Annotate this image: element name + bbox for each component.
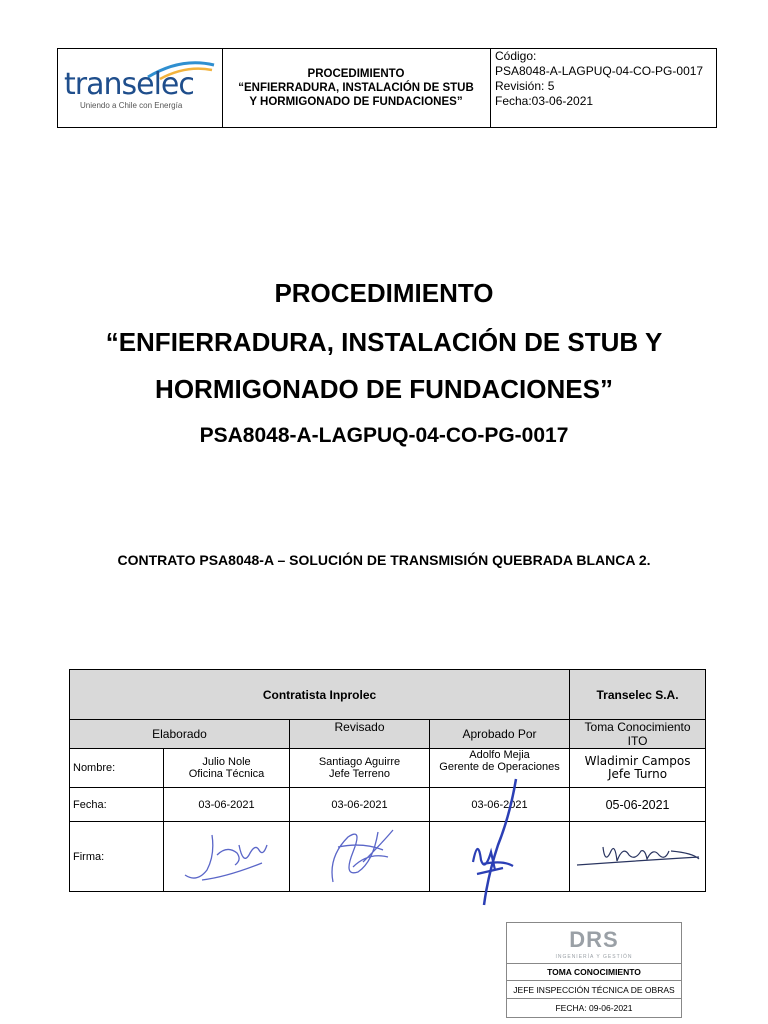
- elaborado-signature-image: [167, 825, 285, 885]
- client-header: Transelec S.A.: [570, 670, 706, 720]
- elaborado-role: Oficina Técnica: [188, 768, 265, 780]
- document-header: [57, 48, 717, 128]
- revisado-person: [290, 749, 430, 788]
- row-fecha-label: Fecha:: [70, 788, 164, 822]
- header-date: Fecha:03-06-2021: [495, 94, 594, 108]
- main-title-3: HORMIGONADO DE FUNDACIONES”: [155, 374, 613, 404]
- header-title: [222, 49, 491, 127]
- toma-person: [570, 749, 706, 788]
- revision: Revisión: 5: [495, 79, 555, 93]
- aprobado-date: 03-06-2021: [430, 788, 570, 822]
- elaborado-person: [164, 749, 290, 788]
- contractor-header: Contratista Inprolec: [70, 670, 570, 720]
- header-title-line-3: Y HORMIGONADO DE FUNDACIONES”: [249, 96, 463, 108]
- revisado-role: Jefe Terreno: [329, 768, 390, 780]
- code-label: Código:: [495, 49, 537, 63]
- toma-role: Jefe Turno: [607, 767, 668, 781]
- elaborado-date: 03-06-2021: [164, 788, 290, 822]
- row-nombre-label: Nombre:: [70, 749, 164, 788]
- aprobado-role: Gerente de Operaciones: [439, 761, 560, 773]
- stamp-line-3: FECHA: 09-06-2021: [507, 998, 681, 1017]
- approval-stamp: [506, 922, 682, 1018]
- aprobado-name: Adolfo Mejia: [469, 749, 530, 761]
- code-value: PSA8048-A-LAGPUQ-04-CO-PG-0017: [495, 64, 704, 78]
- elaborado-signature: [164, 822, 290, 892]
- stamp-line-2: JEFE INSPECCIÓN TÉCNICA DE OBRAS: [507, 980, 681, 998]
- toma-date: 05-06-2021: [570, 788, 706, 822]
- logo-wordmark: transelec: [64, 67, 194, 102]
- revisado-date: 03-06-2021: [290, 788, 430, 822]
- col-revisado: Revisado: [290, 720, 430, 749]
- toma-name: Wladimir Campos: [584, 754, 691, 768]
- revisado-signature: [290, 822, 430, 892]
- toma-signature-image: [573, 825, 703, 885]
- logo-tagline: Uniendo a Chile con Energía: [80, 101, 183, 110]
- stamp-logo: DRS: [569, 927, 619, 952]
- approval-signature-stroke: [470, 775, 530, 910]
- row-firma-label: Firma:: [70, 822, 164, 892]
- main-title-2: “ENFIERRADURA, INSTALACIÓN DE STUB Y: [105, 327, 663, 357]
- main-title-1: PROCEDIMIENTO: [274, 278, 494, 308]
- toma-signature: [570, 822, 706, 892]
- col-elaborado: Elaborado: [70, 720, 290, 749]
- revisado-name: Santiago Aguirre: [318, 756, 401, 768]
- contract-line: CONTRATO PSA8048-A – SOLUCIÓN DE TRANSMISIÓN QUEBRADA BLANCA 2.: [117, 552, 651, 568]
- stamp-subtitle: INGENIERÍA Y GESTIÓN: [555, 954, 633, 960]
- document-code: PSA8048-A-LAGPUQ-04-CO-PG-0017: [199, 424, 569, 447]
- col-aprobado: Aprobado Por: [430, 720, 570, 749]
- revisado-signature-image: [293, 822, 427, 888]
- elaborado-name: Julio Nole: [202, 756, 251, 768]
- col-toma: Toma Conocimiento ITO: [570, 720, 706, 749]
- logo-cell: [58, 49, 223, 127]
- stamp-line-1: TOMA CONOCIMIENTO: [507, 963, 681, 980]
- header-title-line-1: PROCEDIMIENTO: [307, 68, 405, 80]
- approval-table: [69, 669, 706, 892]
- header-title-line-2: “ENFIERRADURA, INSTALACIÓN DE STUB: [238, 82, 474, 94]
- header-meta: [491, 49, 717, 127]
